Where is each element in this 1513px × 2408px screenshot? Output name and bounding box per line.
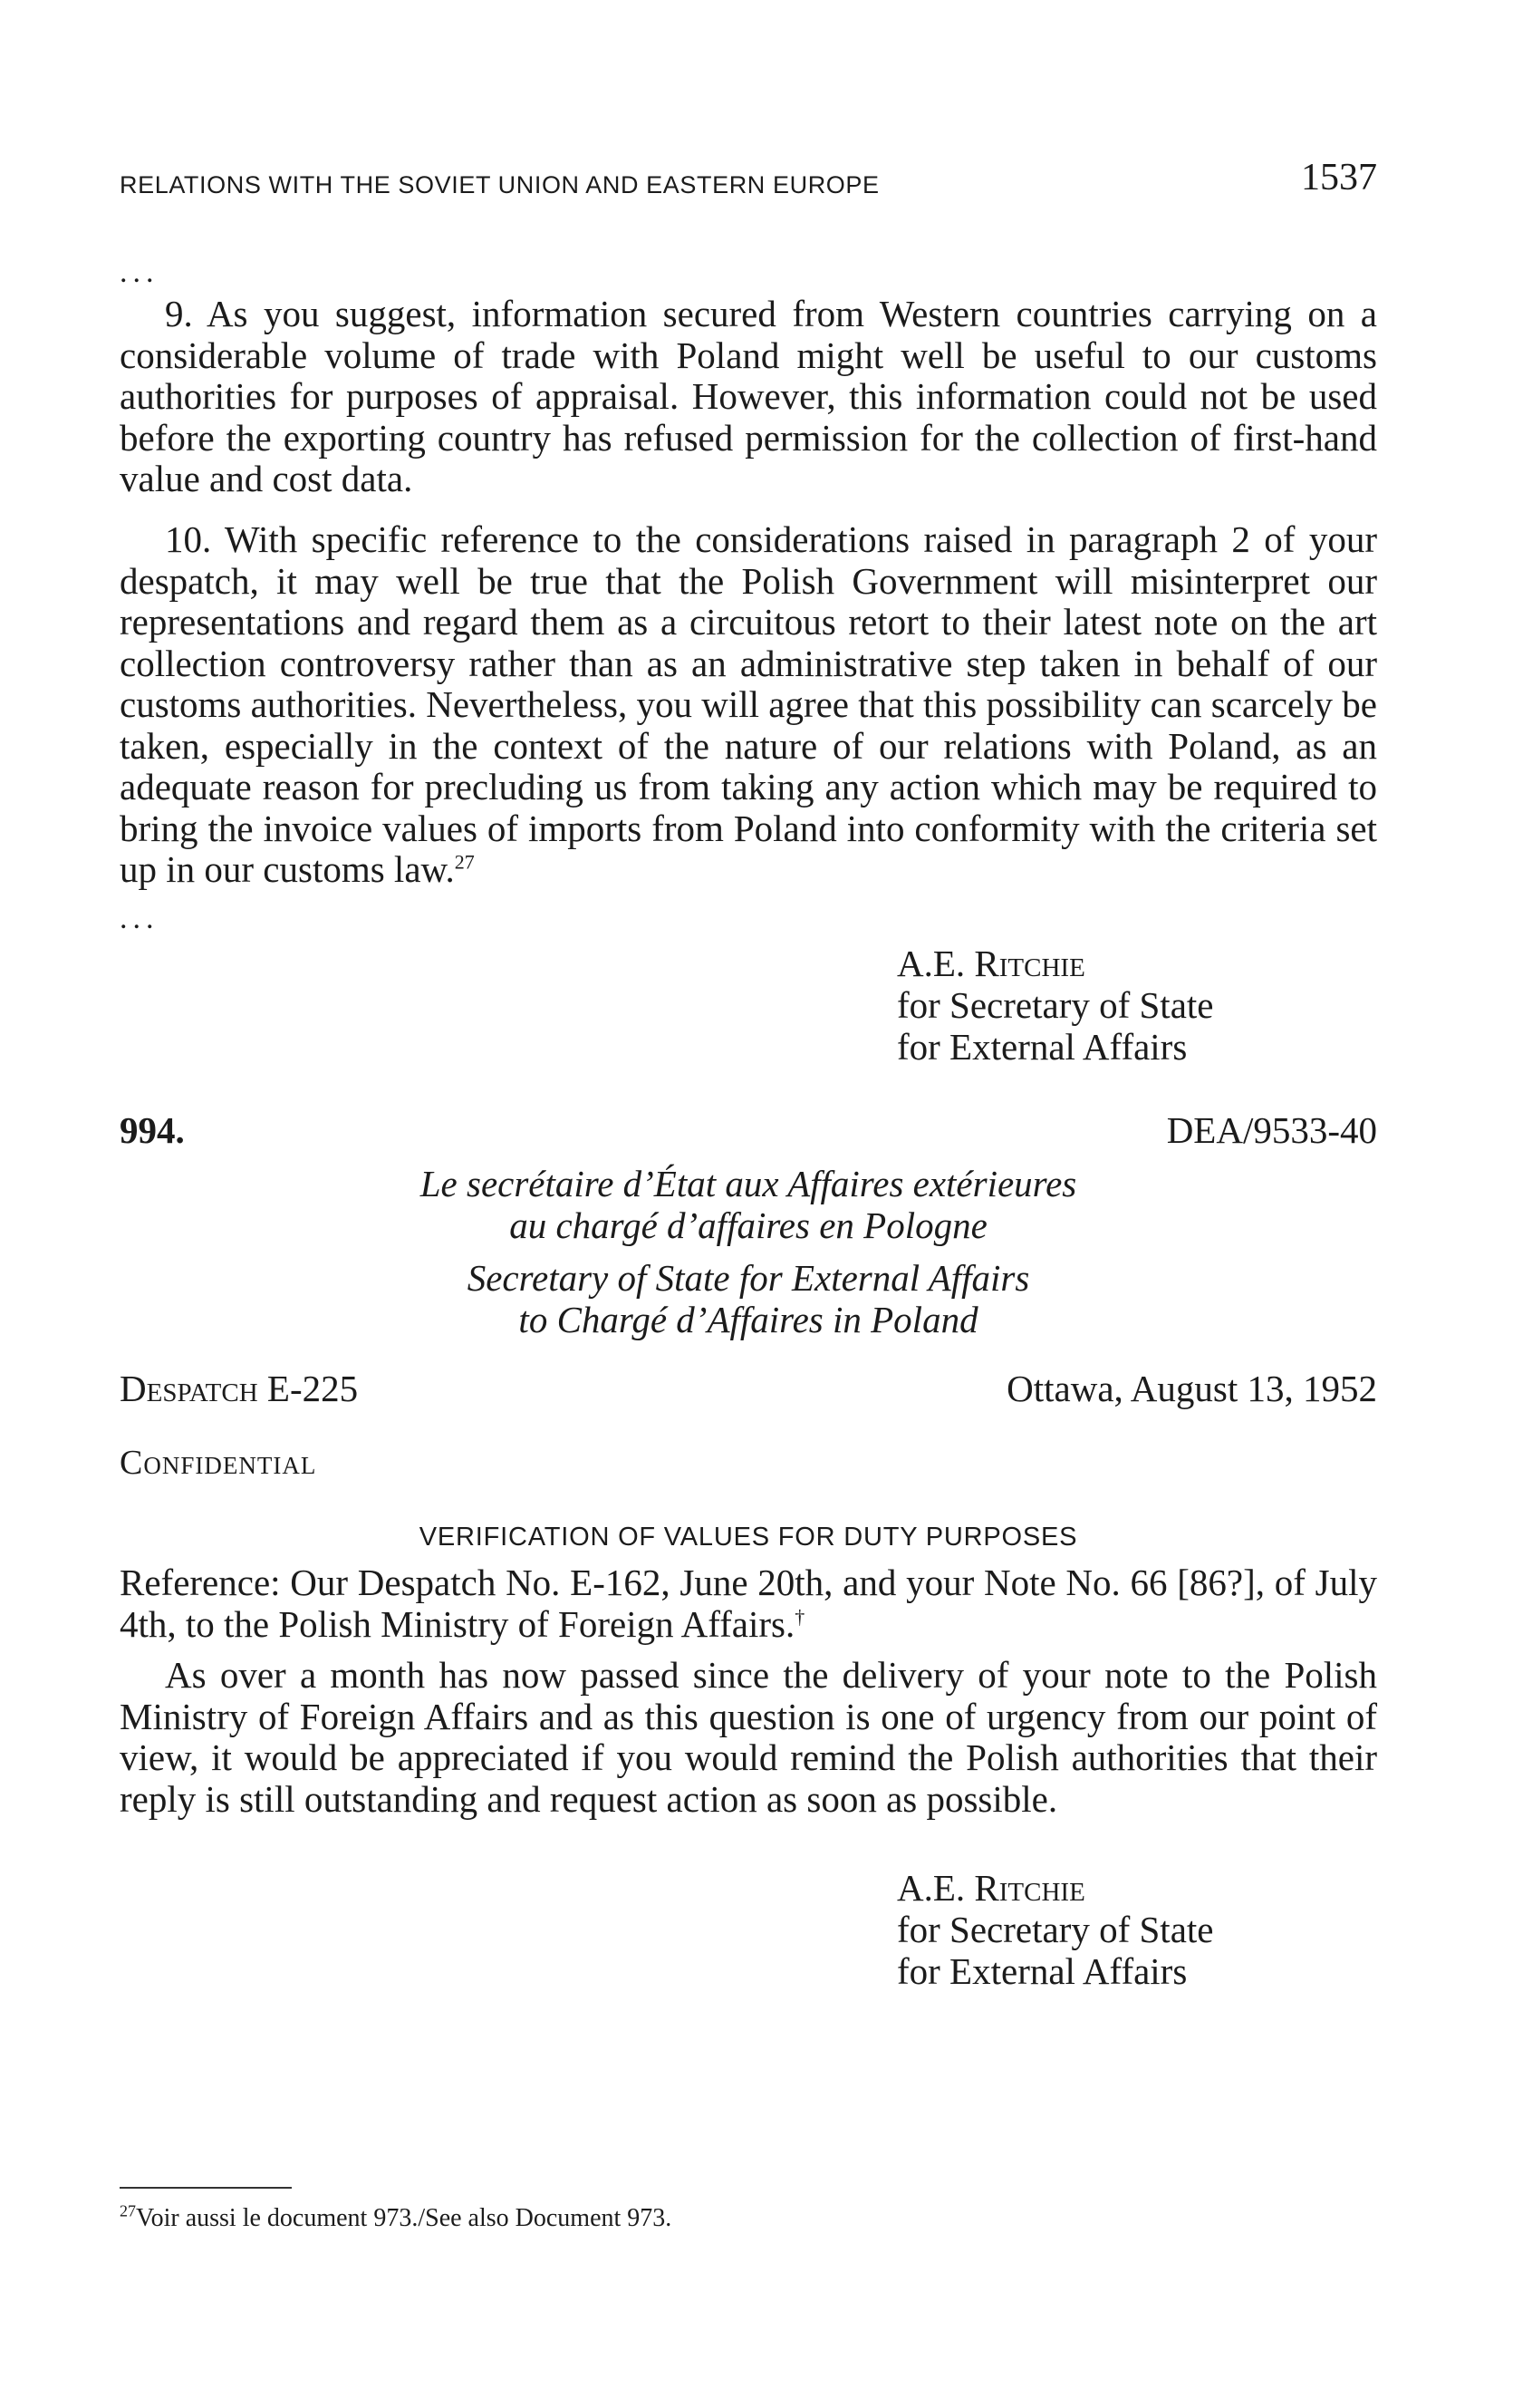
document-number: 994. <box>120 1109 185 1151</box>
reference-text: Reference: Our Despatch No. E-162, June 20th, and your Note No. 66 [86?], of July 4th, to the Polish Ministry of Foreign Affairs. <box>120 1562 1377 1645</box>
signature-line: for External Affairs <box>897 1026 1188 1068</box>
footnote-number: 27 <box>120 2201 136 2220</box>
footnote-divider <box>120 2187 292 2189</box>
signature-name: A.E. Ritchie <box>897 1867 1085 1909</box>
paragraph-10-text: 10. With specific reference to the considerations raised in paragraph 2 of your despatch, it may well be true that the Polish Government will misinterpret our representations and regard them as a circuitous retort to their latest note on the art collection controversy rather than as an administrative step taken in behalf of our customs authorities. Nevertheless, you will agree that this possibility can scarcely be taken, especially in the context of the nature of our relations with Poland, as an adequate reason for precluding us from taking any action which may be required to bring the invoice values of imports from Poland into conformity with the criteria set up in our customs law. <box>120 518 1377 890</box>
dagger-mark: † <box>795 1604 805 1628</box>
heading-french <box>120 1163 1377 1246</box>
signature-line: for Secretary of State <box>897 1909 1214 1950</box>
despatch-number: Despatch E-225 <box>120 1368 359 1409</box>
footnote <box>120 2201 672 2233</box>
signature-line: for Secretary of State <box>897 984 1214 1026</box>
signature-block-1 <box>897 943 1277 1068</box>
ellipsis-top: ... <box>120 256 159 289</box>
heading-english <box>120 1257 1377 1340</box>
subject-heading: VERIFICATION OF VALUES FOR DUTY PURPOSES <box>419 1523 1078 1552</box>
signature-block-2 <box>897 1867 1277 1992</box>
file-reference: DEA/9533-40 <box>1166 1109 1377 1151</box>
body-paragraph: As over a month has now passed since the delivery of your note to the Polish Ministry of Foreign Affairs and as this question is one of urgency from our point of view, it would be appreciated if you would remind the Polish authorities that their reply is still outstanding and request action as soon as possible. <box>120 1654 1377 1820</box>
ellipsis-bottom: ... <box>120 902 159 935</box>
heading-line: to Chargé d’Affaires in Poland <box>518 1299 978 1340</box>
dateline: Ottawa, August 13, 1952 <box>1007 1368 1377 1409</box>
heading-line: Le secrétaire d’État aux Affaires extérieures <box>419 1163 1077 1204</box>
heading-line: au chargé d’affaires en Pologne <box>509 1204 988 1246</box>
running-title: RELATIONS WITH THE SOVIET UNION AND EASTERN EUROPE <box>120 171 880 198</box>
signature-name: A.E. Ritchie <box>897 943 1085 984</box>
running-header <box>120 154 1377 199</box>
reference-paragraph <box>120 1562 1377 1645</box>
classification: Confidential <box>120 1444 317 1482</box>
paragraph-10 <box>120 519 1377 891</box>
signature-line: for External Affairs <box>897 1950 1188 1992</box>
heading-line: Secretary of State for External Affairs <box>467 1257 1030 1299</box>
footnote-ref-27: 27 <box>454 850 475 874</box>
footnote-text: Voir aussi le document 973./See also Document 973. <box>136 2204 672 2232</box>
page-number: 1537 <box>1301 157 1377 198</box>
paragraph-9: 9. As you suggest, information secured from Western countries carrying on a considerable volume of trade with Poland might well be useful to our customs authorities for purposes of appraisal. However, this information could not be used before the exporting country has refused permission for the collection of first-hand value and cost data. <box>120 293 1377 499</box>
